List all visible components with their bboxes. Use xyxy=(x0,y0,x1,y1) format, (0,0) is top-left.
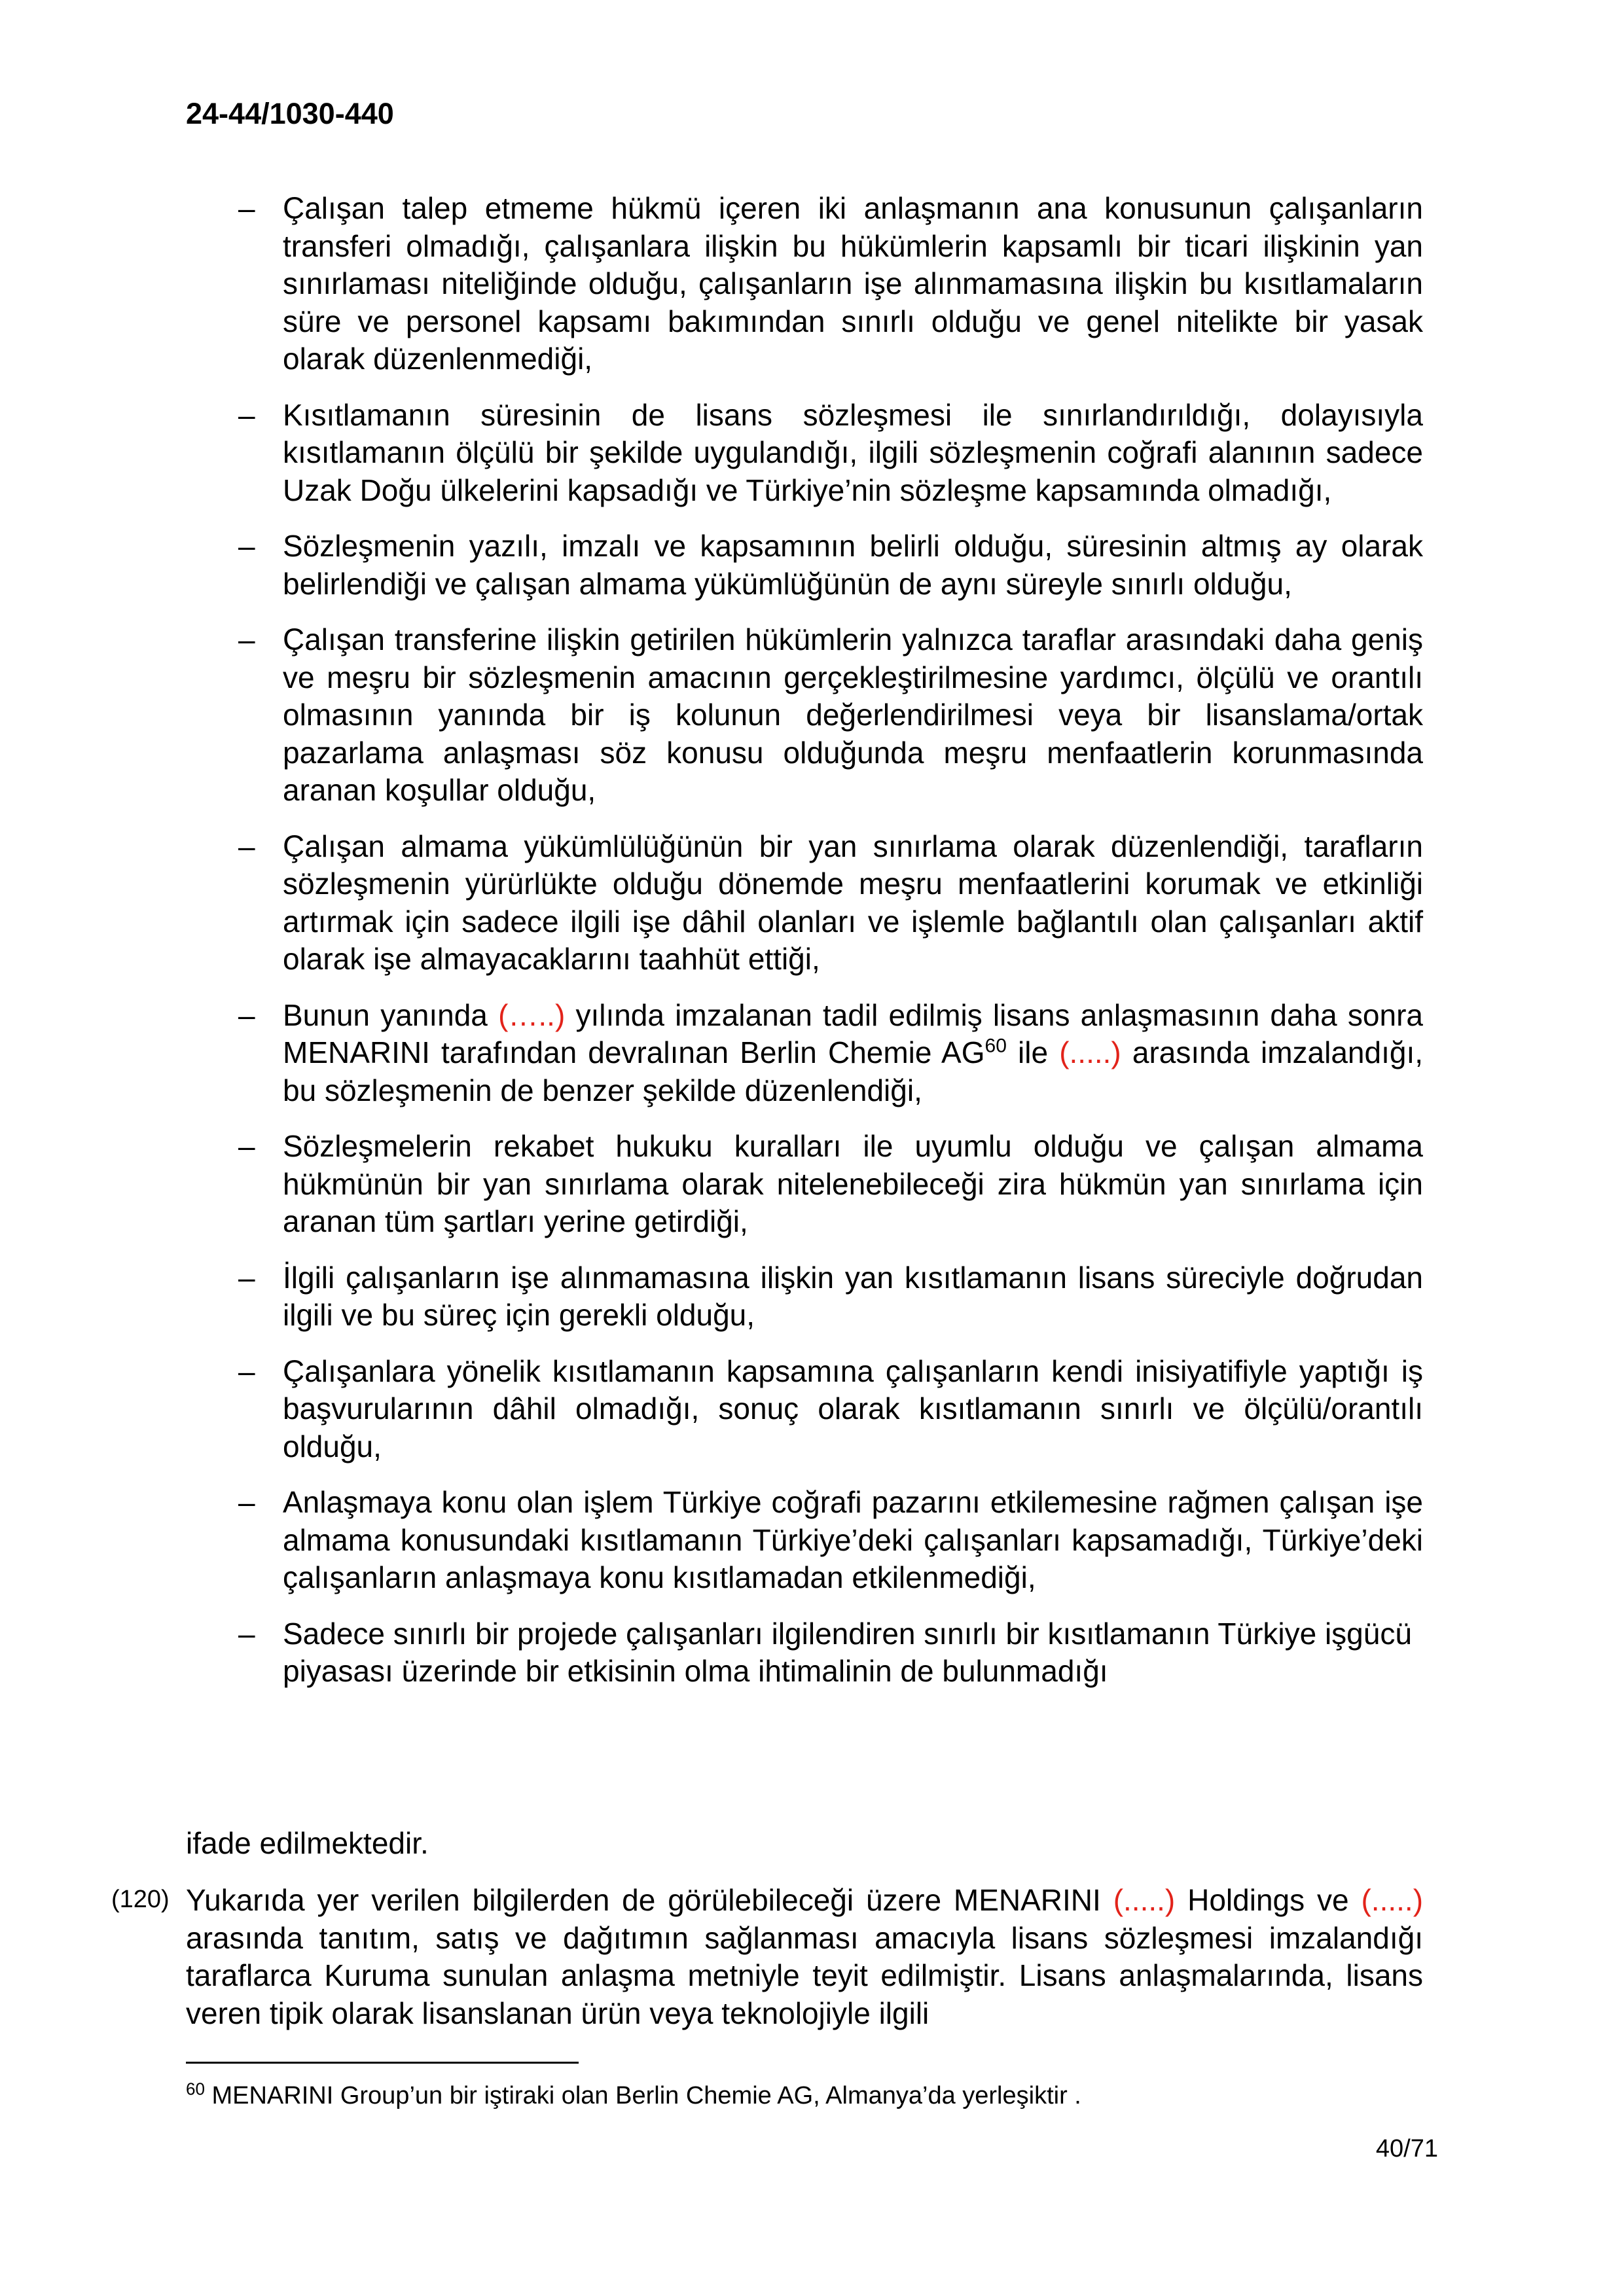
redacted-text: (…..) xyxy=(498,997,566,1032)
redacted-text: (.....) xyxy=(1059,1035,1121,1069)
list-item-text: Çalışanlara yönelik kısıtlamanın kapsamına çalışanların kendi inisiyatifiyle yaptığı iş başvurularının dâhil olmadığı, sonuç olarak kısıtlamanın sınırlı ve ölçülü/orantılı olduğu, xyxy=(283,1354,1423,1463)
redacted-text: (.....) xyxy=(1361,1883,1424,1917)
list-item-text: Anlaşmaya konu olan işlem Türkiye coğrafi pazarını etkilemesine rağmen çalışan işe almama konusundaki kısıtlamanın Türkiye’deki çalışanları kapsamadığı, Türkiye’deki çalışanların anlaşmaya konu kısıtlamadan etkilenmediği, xyxy=(283,1485,1423,1594)
list-item-text: Kısıtlamanın süresinin de lisans sözleşmesi ile sınırlandırıldığı, dolayısıyla kısıtlamanın ölçülü bir şekilde uygulandığı, ilgili sözleşmenin coğrafi alanının sadece Uzak Doğu ülkelerini kapsadığı ve Türkiye’nin sözleşme kapsamında olmadığı, xyxy=(283,397,1423,507)
dash-bullet: – xyxy=(238,191,255,225)
footnote xyxy=(186,2080,1081,2111)
dash-bullet: – xyxy=(238,1129,255,1163)
list-item-text: Çalışan almama yükümlülüğünün bir yan sınırlama olarak düzenlendiği, tarafların sözleşmenin yürürlükte olduğu dönemde meşru menfaatlerini korumak ve etkinliği artırmak için sadece ilgili işe dâhil olanları ve işlemle bağlantılı olan çalışanları aktif olarak işe almayacaklarını taahhüt ettiği, xyxy=(283,829,1423,976)
dash-bullet: – xyxy=(238,1260,255,1295)
list-item-text: Sözleşmenin yazılı, imzalı ve kapsamının belirli olduğu, süresinin altmış ay olarak belirlendiği ve çalışan almama yükümlüğünün de aynı süreyle sınırlı olduğu, xyxy=(283,529,1423,601)
text-run: arasında imzalandığı, bu sözleşmenin de benzer şekilde düzenlendiği, xyxy=(283,1035,1424,1107)
redacted-text: (.....) xyxy=(1113,1883,1176,1917)
text-run: yılında imzalanan tadil edilmiş lisans anlaşmasının daha sonra MENARINI tarafından devralınan Berlin Chemie AG xyxy=(283,997,1423,1069)
list-item xyxy=(186,397,1423,510)
list-item xyxy=(186,528,1423,603)
list-item xyxy=(186,997,1423,1110)
list-item xyxy=(186,621,1423,810)
list-item xyxy=(186,190,1423,378)
page-number: 40/71 xyxy=(1375,2135,1438,2162)
footnote-text: MENARINI Group’un bir iştiraki olan Berlin Chemie AG, Almanya’da yerleşiktir . xyxy=(204,2082,1081,2109)
numbered-paragraph xyxy=(111,1882,1423,2032)
footnote-mark: 60 xyxy=(186,2079,205,2099)
document-number: 24-44/1030-440 xyxy=(186,97,394,130)
text-run: arasında tanıtım, satış ve dağıtımın sağlanması amacıyla lisans sözleşmesi imzalandığı taraflarca Kuruma sunulan anlaşma metniyle teyit edilmiştir. Lisans anlaşmalarında, lisans veren tipik olarak lisanslanan ürün veya teknolojiyle ilgili xyxy=(186,1920,1423,2030)
list-item-text: Sözleşmelerin rekabet hukuku kuralları ile uyumlu olduğu ve çalışan almama hükmünün bir yan sınırlama olarak nitelenebileceği zira hükmün yan sınırlama için aranan tüm şartları yerine getirdiği, xyxy=(283,1129,1423,1238)
dash-bullet: – xyxy=(238,397,255,432)
list-item xyxy=(186,1484,1423,1597)
dash-bullet: – xyxy=(238,622,255,656)
list-item-text xyxy=(283,998,1423,1107)
bullet-list xyxy=(186,190,1423,1709)
footnote-divider xyxy=(186,2062,579,2064)
list-item-text: Sadece sınırlı bir projede çalışanları ilgilendiren sınırlı bir kısıtlamanın Türkiye işgücü piyasası üzerinde bir etkisinin olma ihtimalinin de bulunmadığı xyxy=(283,1616,1412,1688)
list-item xyxy=(186,1615,1423,1691)
paragraph-number: (120) xyxy=(111,1886,170,1913)
footnote-reference[interactable]: 60 xyxy=(984,1035,1007,1057)
list-item-text: İlgili çalışanların işe alınmamasına ilişkin yan kısıtlamanın lisans süreciyle doğrudan ilgili ve bu süreç için gerekli olduğu, xyxy=(283,1260,1423,1332)
list-item xyxy=(186,1353,1423,1466)
closing-text: ifade edilmektedir. xyxy=(186,1826,429,1860)
text-run: Yukarıda yer verilen bilgilerden de görülebileceği üzere MENARINI xyxy=(186,1883,1113,1917)
list-item xyxy=(186,1128,1423,1241)
dash-bullet: – xyxy=(238,829,255,863)
list-item xyxy=(186,1259,1423,1335)
text-run: Bunun yanında xyxy=(283,997,499,1032)
list-item-text: Çalışan talep etmeme hükmü içeren iki anlaşmanın ana konusunun çalışanların transferi olmadığı, çalışanlara ilişkin bu hükümlerin kapsamlı bir ticari ilişkinin yan sınırlaması niteliğinde olduğu, çalışanların işe alınmamasına ilişkin bu kısıtlamaların süre ve personel kapsamı bakımından sınırlı olduğu ve genel nitelikte bir yasak olarak düzenlenmediği, xyxy=(283,191,1423,376)
paragraph-text xyxy=(186,1882,1423,2032)
dash-bullet: – xyxy=(238,1485,255,1519)
text-run: ile xyxy=(1006,1035,1060,1069)
dash-bullet: – xyxy=(238,1354,255,1388)
text-run: Holdings ve xyxy=(1175,1883,1362,1917)
dash-bullet: – xyxy=(238,997,255,1032)
list-item xyxy=(186,828,1423,978)
dash-bullet: – xyxy=(238,1616,255,1651)
dash-bullet: – xyxy=(238,529,255,563)
list-item-text: Çalışan transferine ilişkin getirilen hükümlerin yalnızca taraflar arasındaki daha geniş ve meşru bir sözleşmenin amacının gerçekleştirilmesine yardımcı, ölçülü ve orantılı olmasının yanında bir iş kolunun değerlendirilmesi veya bir lisanslama/ortak pazarlama anlaşması söz konusu olduğunda meşru menfaatlerin korunmasında aranan koşullar olduğu, xyxy=(283,622,1423,807)
